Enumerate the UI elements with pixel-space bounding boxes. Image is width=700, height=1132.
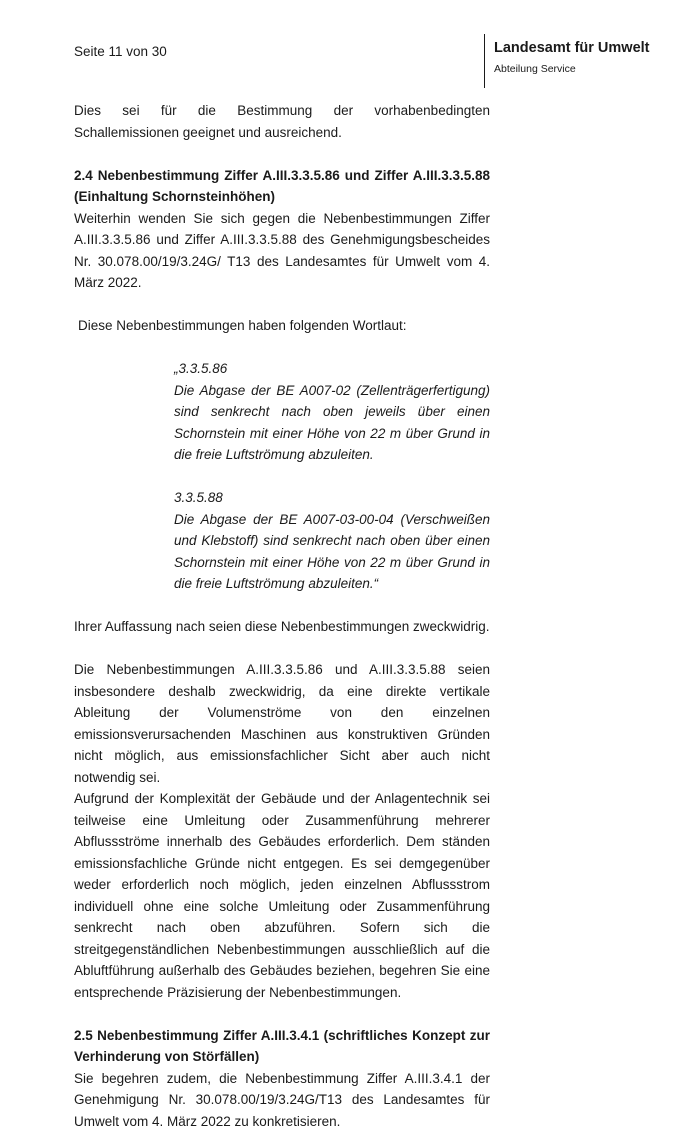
section-heading-2-4: 2.4 Nebenbestimmung Ziffer A.III.3.3.5.86 und Ziffer A.III.3.3.5.88 (Einhaltung Schornsteinhöhen): [74, 165, 490, 208]
provision-number: 3.3.5.88: [174, 487, 490, 509]
paragraph: Weiterhin wenden Sie sich gegen die Nebenbestimmungen Ziffer A.III.3.3.5.86 und Ziffer A.III.3.3.5.88 des Genehmigungsbescheides Nr. 30.078.00/19/3.24G/ T13 des Landesamtes für Umwelt vom 4. März 2022.: [74, 208, 490, 294]
paragraph: Ihrer Auffassung nach seien diese Nebenbestimmungen zweckwidrig.: [74, 616, 490, 638]
paragraph: Sie begehren zudem, die Nebenbestimmung Ziffer A.III.3.4.1 der Genehmigung Nr. 30.078.00/19/3.24G/T13 des Landesamtes für Umwelt vom 4. März 2022 zu konkretisieren.: [74, 1068, 490, 1132]
paragraph: Diese Nebenbestimmungen haben folgenden Wortlaut:: [74, 315, 490, 337]
quoted-provision: [174, 358, 490, 595]
header-divider: [484, 34, 485, 88]
document-body: [74, 100, 490, 1132]
paragraph: Dies sei für die Bestimmung der vorhabenbedingten Schallemissionen geeignet und ausreichend.: [74, 100, 490, 143]
department-name: Abteilung Service: [494, 62, 576, 76]
provision-text: Die Abgase der BE A007-03-00-04 (Verschweißen und Klebstoff) sind senkrecht nach oben über einen Schornstein mit einer Höhe von 22 m über Grund in die freie Luftströmung abzuleiten.“: [174, 509, 490, 595]
section-heading-2-5: 2.5 Nebenbestimmung Ziffer A.III.3.4.1 (schriftliches Konzept zur Verhinderung von Störfällen): [74, 1025, 490, 1068]
paragraph: Die Nebenbestimmungen A.III.3.3.5.86 und A.III.3.3.5.88 seien insbesondere deshalb zweckwidrig, da eine direkte vertikale Ableitung der Volumenströme von den einzelnen emissionsverursachenden Maschinen aus konstruktiven Gründen nicht möglich, aus emissionsfachlicher Sicht aber auch nicht notwendig sei.: [74, 659, 490, 788]
organization-name: Landesamt für Umwelt: [494, 38, 650, 58]
paragraph: Aufgrund der Komplexität der Gebäude und der Anlagentechnik sei teilweise eine Umleitung oder Zusammenführung mehrerer Abflussströme innerhalb des Gebäudes erforderlich. Dem ständen emissionsfachliche Gründe nicht entgegen. Es sei demgegenüber weder erforderlich noch möglich, jeden einzelnen Abflussstrom individuell ohne eine solche Umleitung oder Zusammenführung senkrecht nach oben abzuführen. Sofern sich die streitgegenständlichen Nebenbestimmungen ausschließlich auf die Abluftführung außerhalb des Gebäudes beziehen, begehren Sie eine entsprechende Präzisierung der Nebenbestimmungen.: [74, 788, 490, 1003]
provision-number: „3.3.5.86: [174, 358, 490, 380]
page-number: Seite 11 von 30: [74, 43, 167, 61]
provision-text: Die Abgase der BE A007-02 (Zellenträgerfertigung) sind senkrecht nach oben jeweils über einen Schornstein mit einer Höhe von 22 m über Grund in die freie Luftströmung abzuleiten.: [174, 380, 490, 466]
